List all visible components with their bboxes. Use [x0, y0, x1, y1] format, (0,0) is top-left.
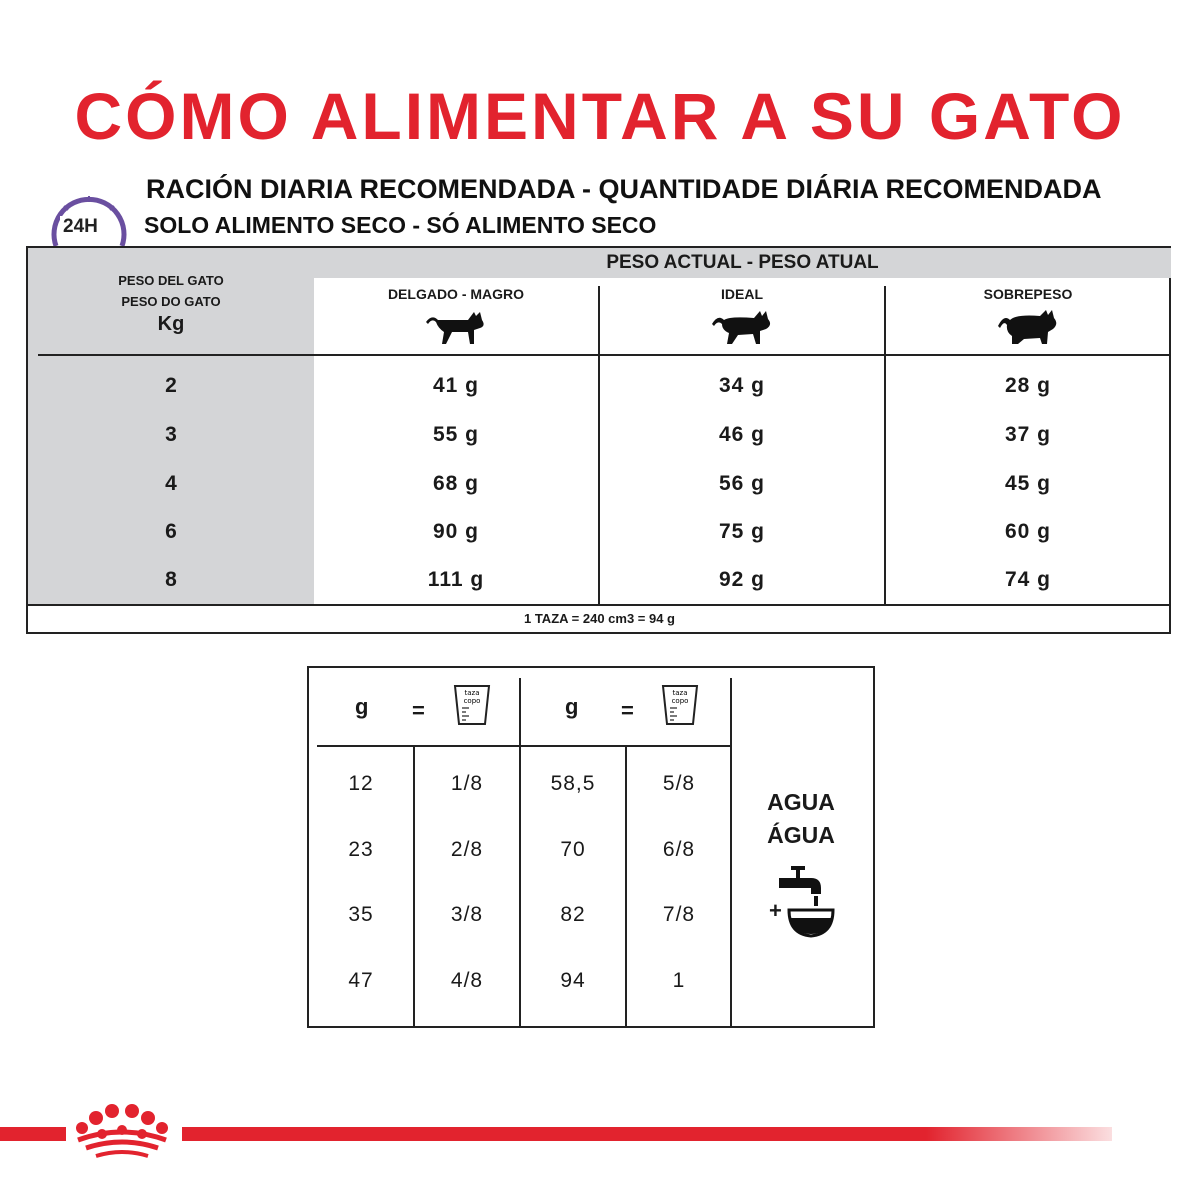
- cup-label: copo: [463, 697, 481, 705]
- cell-overweight: 37 g: [1004, 423, 1052, 446]
- row-kg: 2: [165, 374, 177, 397]
- water-label: [733, 786, 869, 852]
- cup-label: copo: [671, 697, 689, 705]
- cup-label: taza: [464, 689, 480, 697]
- grams-header: g: [355, 694, 369, 719]
- footer-divider: [28, 604, 1171, 606]
- weight-header-es: PESO DEL GATO: [118, 273, 224, 288]
- conv-cell: 82: [560, 903, 586, 926]
- weight-header: [28, 270, 314, 335]
- grams-header: g: [565, 694, 579, 719]
- conv-cell: 70: [560, 838, 586, 861]
- weight-unit: Kg: [157, 313, 185, 335]
- equals-sign: =: [621, 698, 634, 723]
- cat-thin-icon: [424, 308, 488, 348]
- row-kg: 8: [165, 568, 177, 591]
- ration-table: [26, 246, 1171, 634]
- cell-overweight: 28 g: [1004, 374, 1052, 397]
- subtitle-line-2: SOLO ALIMENTO SECO - SÓ ALIMENTO SECO: [144, 212, 657, 238]
- col-header-overweight: SOBREPESO: [983, 286, 1073, 302]
- conversion-table: [307, 666, 875, 1028]
- row-kg: 4: [165, 472, 177, 495]
- conv-cell: 2/8: [450, 838, 484, 861]
- cell-thin: 41 g: [432, 374, 480, 397]
- col-header-thin: DELGADO - MAGRO: [387, 286, 525, 302]
- cup-icon: [661, 684, 699, 726]
- cell-ideal: 92 g: [718, 568, 766, 591]
- water-tap-icon: [767, 864, 839, 944]
- conv-cell: 7/8: [662, 903, 696, 926]
- conv-cell: 5/8: [662, 772, 696, 795]
- col-header-ideal: IDEAL: [721, 286, 763, 302]
- crown-logo: [70, 1102, 174, 1160]
- water-label-es: AGUA: [767, 789, 835, 815]
- conv-header-divider: [317, 745, 730, 747]
- cat-overweight-icon: [996, 308, 1060, 348]
- water-label-pt: ÁGUA: [767, 822, 835, 848]
- cell-overweight: 60 g: [1004, 520, 1052, 543]
- cell-ideal: 56 g: [718, 472, 766, 495]
- group-header: PESO ACTUAL - PESO ATUAL: [606, 252, 879, 273]
- conv-cell: 1/8: [450, 772, 484, 795]
- cell-thin: 90 g: [432, 520, 480, 543]
- subtitle-line-1: RACIÓN DIARIA RECOMENDADA - QUANTIDADE DIÁRIA RECOMENDADA: [146, 174, 1102, 204]
- cell-ideal: 34 g: [718, 374, 766, 397]
- conv-cell: 23: [348, 838, 374, 861]
- page-title: CÓMO ALIMENTAR A SU GATO: [74, 79, 1126, 153]
- conv-cell: 94: [560, 969, 586, 992]
- cup-icon: [453, 684, 491, 726]
- conv-cell: 47: [348, 969, 374, 992]
- header-divider: [38, 354, 1171, 356]
- equals-sign: =: [412, 698, 425, 723]
- brand-bar-right: [182, 1127, 1112, 1141]
- weight-header-pt: PESO DO GATO: [121, 294, 221, 309]
- cup-label: taza: [672, 689, 688, 697]
- conv-cell: 6/8: [662, 838, 696, 861]
- cell-overweight: 74 g: [1004, 568, 1052, 591]
- cup-footnote: 1 TAZA = 240 cm3 = 94 g: [523, 611, 676, 626]
- badge-24h: 24H: [60, 216, 101, 238]
- conv-cell: 1: [672, 969, 686, 992]
- cell-overweight: 45 g: [1004, 472, 1052, 495]
- cell-thin: 55 g: [432, 423, 480, 446]
- conv-cell: 4/8: [450, 969, 484, 992]
- row-kg: 3: [165, 423, 177, 446]
- plus-sign: +: [769, 898, 782, 923]
- conv-cell: 3/8: [450, 903, 484, 926]
- conv-cell: 35: [348, 903, 374, 926]
- cat-ideal-icon: [710, 308, 774, 348]
- cell-thin: 111 g: [427, 568, 485, 591]
- brand-bar-left: [0, 1127, 66, 1141]
- cell-thin: 68 g: [432, 472, 480, 495]
- row-kg: 6: [165, 520, 177, 543]
- cell-ideal: 46 g: [718, 423, 766, 446]
- conv-cell: 58,5: [550, 772, 596, 795]
- cell-ideal: 75 g: [718, 520, 766, 543]
- conv-cell: 12: [348, 772, 374, 795]
